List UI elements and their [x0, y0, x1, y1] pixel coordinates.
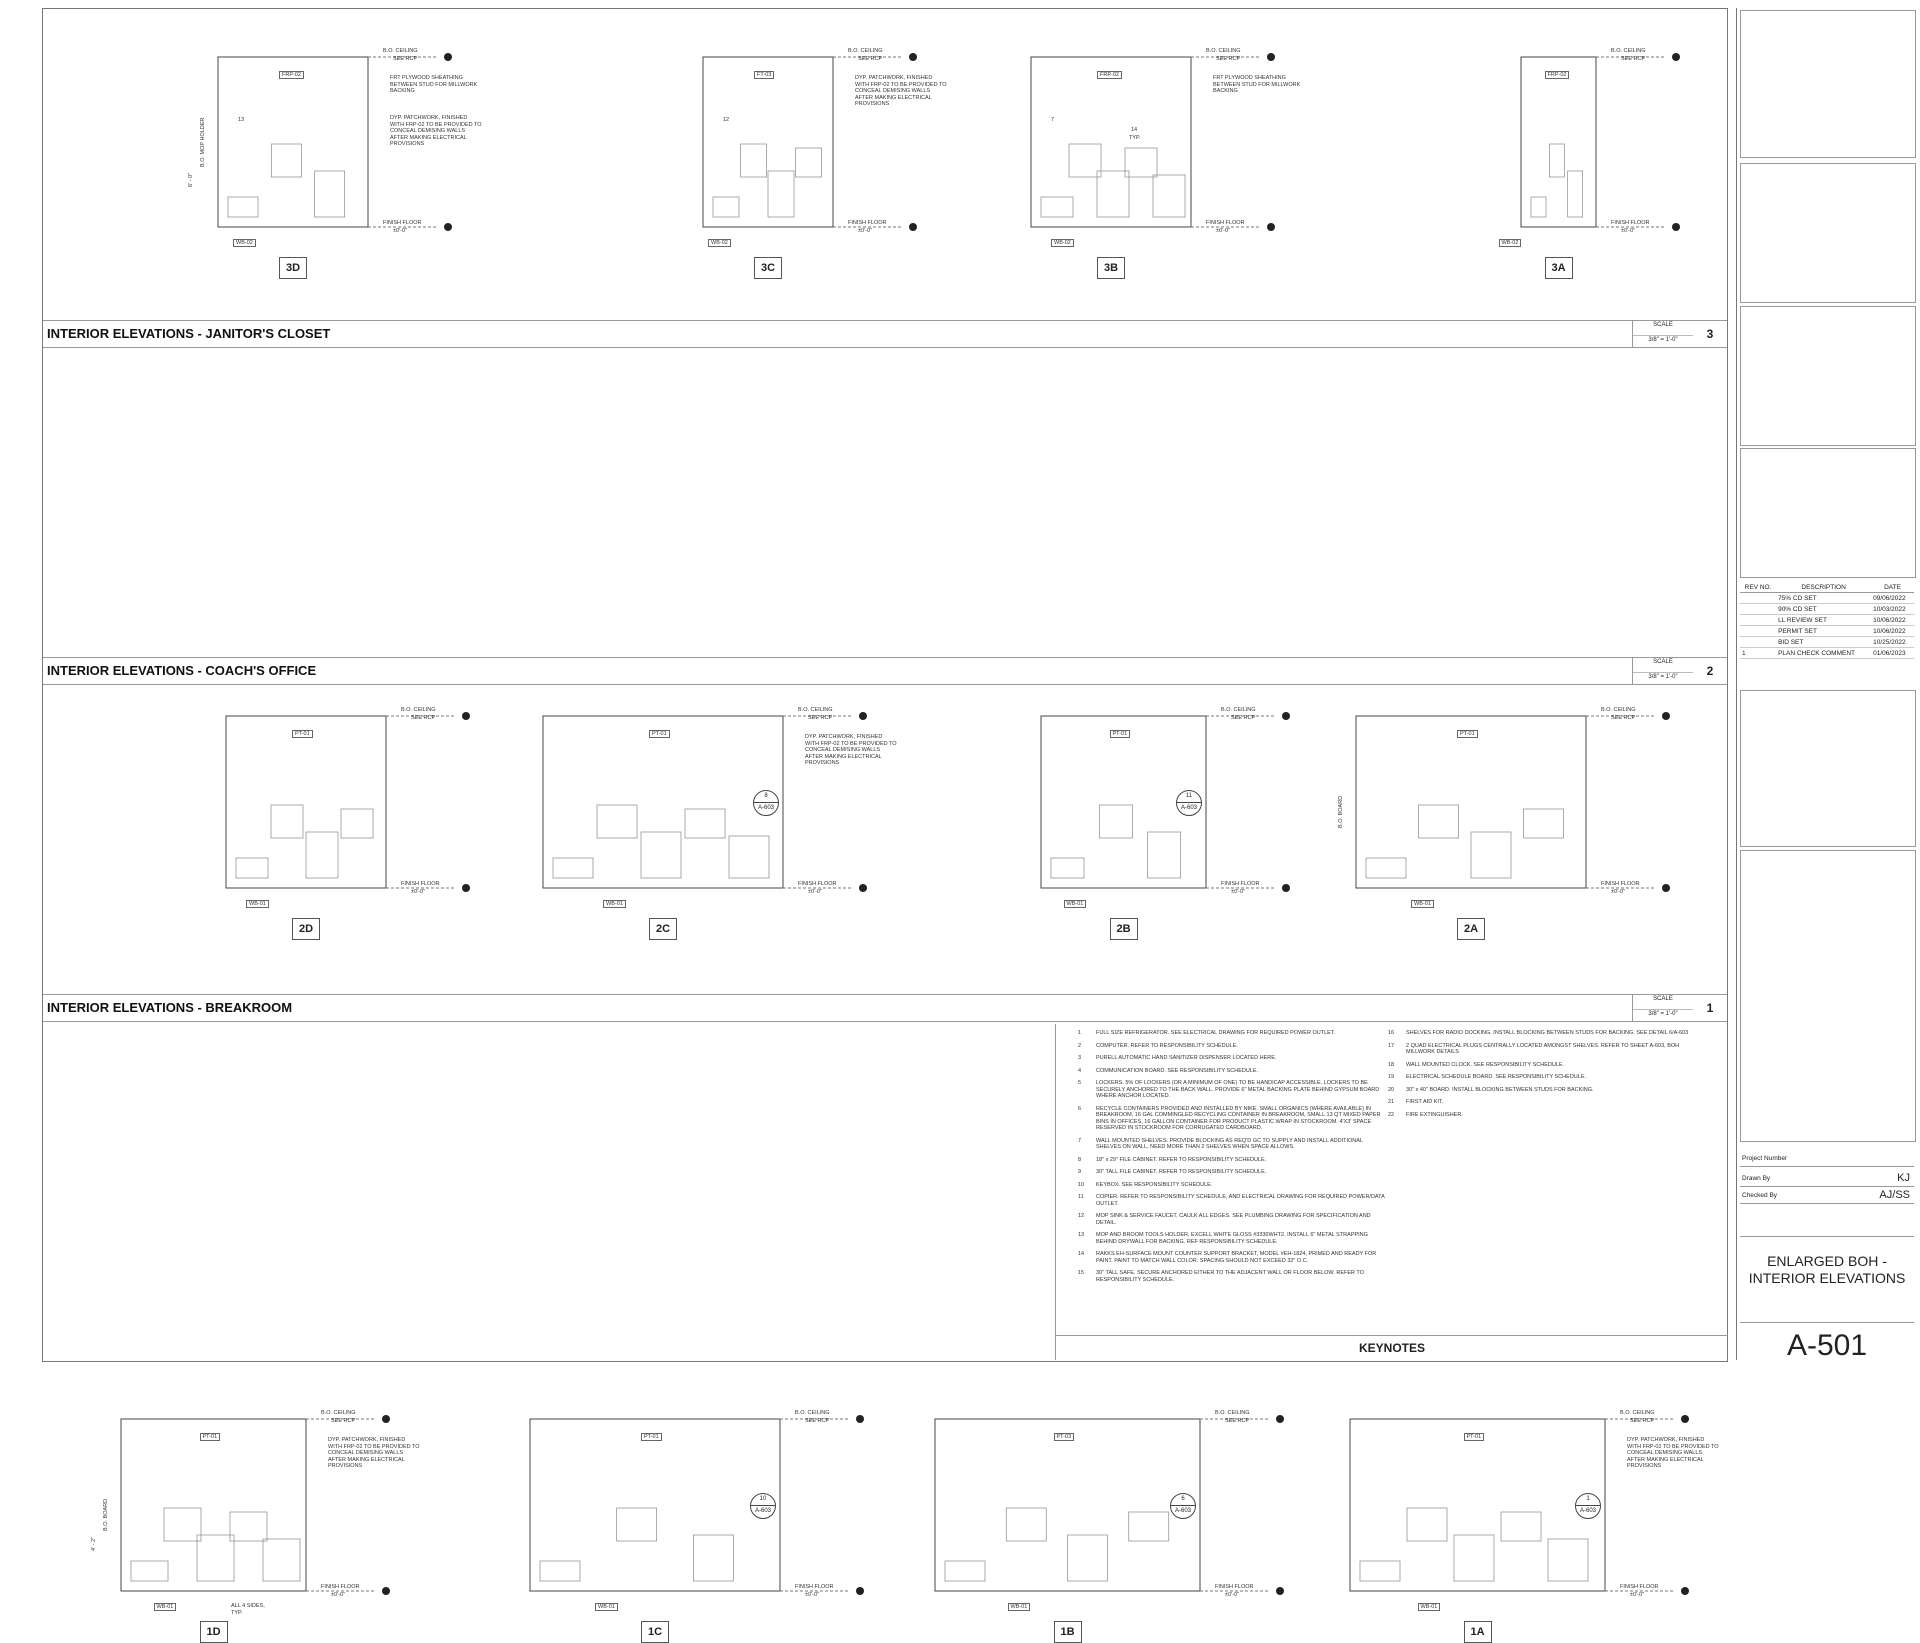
rev-number: 1 [1740, 648, 1776, 659]
finish-tag: PT-01 [641, 1433, 662, 1441]
millwork-items [540, 1508, 733, 1581]
finish-floor-label: FINISH FLOOR [321, 1584, 360, 1590]
title-block-box [1740, 10, 1916, 158]
millwork-block [230, 1512, 267, 1541]
revision-row [1740, 615, 1914, 626]
ceiling-label: B.O. CEILING [401, 707, 436, 713]
keynote-number: 14 [1078, 1251, 1085, 1257]
detail-sheet: A-603 [751, 1505, 775, 1517]
detail-sheet: A-603 [1177, 802, 1201, 814]
keynote-item [1388, 1062, 1708, 1069]
row-title: INTERIOR ELEVATIONS - COACH'S OFFICE [47, 663, 317, 678]
typical-label: TYP. [1129, 135, 1141, 141]
keynote-text: MOP SINK & SERVICE FAUCET. CAULK ALL EDGES. SEE PLUMBING DRAWING FOR SPECIFICATION AND DETAIL. [1096, 1213, 1371, 1226]
title-block-box [1740, 448, 1916, 578]
annotation-note: FRT PLYWOOD SHEATHING BETWEEN STUD FOR MILLWORK BACKING [390, 75, 478, 94]
keynote-text: FULL SIZE REFRIGERATOR. SEE ELECTRICAL DRAWING FOR REQUIRED POWER OUTLET. [1096, 1030, 1336, 1036]
finish-tag: PT-01 [200, 1433, 221, 1441]
revision-row [1740, 648, 1914, 659]
rev-description: 75% CD SET [1776, 593, 1871, 604]
keynote-item [1078, 1080, 1388, 1100]
ceiling-level-symbol [1681, 1415, 1689, 1423]
floor-elevation-label: ±0'-0" [331, 1592, 345, 1598]
row-number: 1 [1706, 1001, 1714, 1015]
title-block-box [1740, 163, 1916, 303]
drawn-by-row [1740, 1171, 1914, 1187]
elevation-tag[interactable]: 3A [1545, 257, 1573, 279]
finish-floor-label: FINISH FLOOR [795, 1584, 834, 1590]
floor-elevation-label: ±0'-0" [805, 1592, 819, 1598]
row-title: INTERIOR ELEVATIONS - BREAKROOM [47, 1000, 293, 1015]
base-tag: WB-01 [595, 1603, 618, 1611]
row-number: 3 [1706, 327, 1714, 341]
keynote-number: 6 [1078, 1105, 1082, 1112]
scale-value: 3/8" = 1'-0" [1633, 1009, 1693, 1017]
keynote-number: 13 [1078, 1232, 1085, 1238]
rev-date: 10/06/2022 [1871, 626, 1914, 637]
detail-number: 8 [764, 793, 768, 799]
millwork-block [164, 1508, 201, 1541]
keynote-item [1388, 1074, 1708, 1081]
keynote-number: 8 [1078, 1156, 1082, 1163]
keynote-item [1078, 1138, 1388, 1151]
sides-note: ALL 4 SIDES, TYP. [231, 1603, 265, 1616]
ceiling-label: B.O. CEILING [1221, 707, 1256, 713]
scale-label: SCALE [1653, 659, 1673, 665]
keynote-number: 9 [1078, 1169, 1082, 1175]
dimension-label: B.O. BOARD [103, 1498, 109, 1531]
detail-sheet: A-603 [1576, 1505, 1600, 1517]
title-block-box [1740, 306, 1916, 446]
scale-value: 3/8" = 1'-0" [1633, 672, 1693, 680]
sheet-number: A-501 [1740, 1322, 1914, 1369]
keynote-item [1388, 1043, 1708, 1056]
keynote-number: 20 [1388, 1086, 1395, 1093]
base-tag: WB-01 [1008, 1603, 1031, 1611]
millwork-items [945, 1508, 1169, 1581]
rev-date: 09/06/2022 [1871, 593, 1914, 604]
drawing-sheet [42, 8, 1728, 1638]
dimension-value: 4' - 2" [91, 1536, 97, 1551]
rev-date: 10/25/2022 [1871, 637, 1914, 648]
floor-elevation-label: ±0'-0" [1216, 228, 1230, 234]
millwork-block [197, 1535, 234, 1581]
annotation-note: DYP. PATCHWORK, FINISHED WITH FRP-02 TO BE PROVIDED TO CONCEAL DEMISING WALLS AFTER MAKING ELECTRICAL PROVISIONS [855, 75, 947, 107]
finish-floor-label: FINISH FLOOR [1620, 1584, 1659, 1590]
keynote-item [1078, 1169, 1388, 1176]
millwork-items [131, 1508, 300, 1581]
keynotes-title: KEYNOTES [1056, 1335, 1728, 1360]
detail-callout[interactable] [750, 1493, 776, 1519]
elevation-tag[interactable]: 3B [1097, 257, 1125, 279]
row-title: INTERIOR ELEVATIONS - JANITOR'S CLOSET [47, 326, 331, 341]
finish-tag: PT-01 [1110, 730, 1131, 738]
elevation-drawing [43, 683, 1727, 994]
revision-row [1740, 604, 1914, 615]
keynote-item [1078, 1194, 1388, 1207]
elevation-tag[interactable]: 1C [641, 1621, 669, 1643]
floor-level-symbol [382, 1587, 390, 1595]
millwork-block [1501, 1512, 1541, 1541]
keynotes-right-column [1388, 1030, 1708, 1124]
base-tag: WB-02 [1051, 239, 1074, 247]
ceiling-level-symbol [1276, 1415, 1284, 1423]
row-title-band [43, 657, 1727, 685]
keynote-text: PURELL AUTOMATIC HAND SANITIZER DISPENSER LOCATED HERE. [1096, 1055, 1277, 1061]
see-rcp-label: SEE RCP [808, 715, 833, 721]
title-block [1736, 8, 1917, 1360]
revision-row [1740, 637, 1914, 648]
keynote-number: 11 [1078, 1194, 1084, 1200]
scale-label: SCALE [1653, 996, 1673, 1002]
keynote-item [1078, 1055, 1388, 1062]
elevation-drawing [43, 9, 1727, 320]
see-rcp-label: SEE RCP [1621, 56, 1646, 62]
detail-number: 11 [1185, 793, 1193, 799]
scale-box [1632, 658, 1693, 684]
keynote-text: LOCKERS. 5% OF LOCKERS (OR A MINIMUM OF ONE) TO BE HANDICAP ACCESSIBLE. LOCKERS TO BE SECURELY ANCHORED TO THE BACK WALL. PROVIDE 6" METAL BACKING PLATE BEHIND GYPSUM BOARD WHERE ANCHOR LOCATED. [1096, 1080, 1380, 1099]
revision-row [1740, 593, 1914, 604]
rev-number [1740, 604, 1776, 615]
keynote-text: SHELVES FOR RADIO DOCKING. INSTALL BLOCKING BETWEEN STUDS FOR BACKING. SEE DETAIL 6/A-603 [1406, 1030, 1689, 1036]
elevation-tag[interactable]: 2D [292, 918, 320, 940]
title-block-box [1740, 690, 1916, 847]
keynote-text: COPIER. REFER TO RESPONSIBILITY SCHEDULE, AND ELECTRICAL DRAWING FOR REQUIRED POWER/DATA OUTLET. [1096, 1194, 1385, 1207]
keynote-item [1078, 1182, 1388, 1189]
keynote-item [1078, 1213, 1388, 1226]
floor-level-symbol [1681, 1587, 1689, 1595]
keynote-number: 19 [1388, 1074, 1395, 1080]
keynote-text: 30" x 40" BOARD. INSTALL BLOCKING BETWEEN STUDS FOR BACKING. [1406, 1086, 1594, 1093]
keynote-item [1078, 1251, 1388, 1264]
rev-number [1740, 593, 1776, 604]
keynote-item [1078, 1030, 1388, 1037]
base-tag: WB-01 [603, 900, 626, 908]
floor-level-symbol [1672, 223, 1680, 231]
floor-elevation-label: ±0'-0" [393, 228, 407, 234]
ceiling-label: B.O. CEILING [1611, 48, 1646, 54]
keynote-item [1078, 1106, 1388, 1132]
ceiling-label: B.O. CEILING [1601, 707, 1636, 713]
millwork-block [693, 1535, 733, 1581]
see-rcp-label: SEE RCP [805, 1418, 830, 1424]
elevation-tag[interactable]: 2B [1110, 918, 1138, 940]
millwork-items [1531, 144, 1583, 217]
keynote-item [1388, 1030, 1708, 1037]
keynote-number: 2 [1078, 1042, 1082, 1049]
finish-tag: FRP-02 [279, 71, 304, 79]
keynote-item [1078, 1270, 1388, 1283]
detail-sheet: A-603 [1171, 1505, 1195, 1517]
scale-box [1632, 321, 1693, 347]
millwork-block [1006, 1508, 1046, 1541]
keynote-text: WALL MOUNTED CLOCK. SEE RESPONSIBILITY SCHEDULE. [1406, 1061, 1565, 1068]
base-tag: WB-02 [1499, 239, 1522, 247]
floor-elevation-label: ±0'-0" [858, 228, 872, 234]
keynote-number: 3 [1078, 1055, 1082, 1061]
rev-date: 10/03/2022 [1871, 604, 1914, 615]
keynote-number: 21 [1388, 1099, 1395, 1105]
elevation-tag[interactable]: 3C [754, 257, 782, 279]
elevation-wall-outline [121, 1419, 306, 1591]
millwork-block [945, 1561, 985, 1581]
checked-by-row [1740, 1188, 1914, 1204]
scale-box [1632, 995, 1693, 1021]
finish-tag: PT-01 [292, 730, 313, 738]
project-number-label: Project Number [1742, 1155, 1788, 1162]
see-rcp-label: SEE RCP [858, 56, 883, 62]
ceiling-label: B.O. CEILING [795, 1410, 830, 1416]
millwork-block [1548, 1539, 1588, 1581]
ceiling-label: B.O. CEILING [798, 707, 833, 713]
rev-description: 90% CD SET [1776, 604, 1871, 615]
keynote-number: 10 [1078, 1181, 1085, 1188]
base-tag: WB-01 [1064, 900, 1087, 908]
keynotes-left-column [1078, 1030, 1388, 1289]
floor-elevation-label: ±0'-0" [1231, 889, 1245, 895]
millwork-block [1454, 1535, 1494, 1581]
keynotes-panel [1055, 1024, 1728, 1360]
revision-row [1740, 626, 1914, 637]
ceiling-level-symbol [856, 1415, 864, 1423]
ceiling-label: B.O. CEILING [1215, 1410, 1250, 1416]
annotation-note: DYP. PATCHWORK, FINISHED WITH FRP-02 TO BE PROVIDED TO CONCEAL DEMISING WALLS AFTER MAKING ELECTRICAL PROVISIONS [328, 1437, 420, 1469]
keynote-text: FIRE EXTINGUISHER. [1406, 1111, 1463, 1118]
keynote-number: 1 [1078, 1030, 1082, 1036]
floor-elevation-label: ±0'-0" [808, 889, 822, 895]
elevation-drawing [43, 346, 1727, 657]
revision-table [1740, 582, 1914, 659]
keynote-number: 12 [1078, 1213, 1085, 1219]
finish-floor-label: FINISH FLOOR [1601, 881, 1640, 887]
detail-sheet: A-603 [754, 802, 778, 814]
rev-number [1740, 615, 1776, 626]
see-rcp-label: SEE RCP [1611, 715, 1636, 721]
ceiling-level-symbol [1672, 53, 1680, 61]
finish-floor-label: FINISH FLOOR [1221, 881, 1260, 887]
elevation-tag[interactable]: 3D [279, 257, 307, 279]
see-rcp-label: SEE RCP [411, 715, 436, 721]
keynote-text: ELECTRICAL SCHEDULE BOARD. SEE RESPONSIBILITY SCHEDULE. [1406, 1074, 1587, 1080]
finish-floor-label: FINISH FLOOR [848, 220, 887, 226]
ceiling-label: B.O. CEILING [383, 48, 418, 54]
keynote-number: 16 [1388, 1030, 1395, 1036]
sheet-title: ENLARGED BOH - INTERIOR ELEVATIONS [1740, 1236, 1914, 1322]
see-rcp-label: SEE RCP [1225, 1418, 1250, 1424]
elevation-row-janitors-closet [43, 9, 1727, 320]
keynote-text: 2 QUAD ELECTRICAL PLUGS CENTRALLY LOCATED AMONGST SHELVES. REFER TO SHEET A-603, BOH MILLWORK DETAILS [1406, 1042, 1680, 1055]
rev-number [1740, 626, 1776, 637]
finish-tag: PT-01 [649, 730, 670, 738]
keynote-number: 17 [1388, 1042, 1395, 1049]
base-tag: WB-01 [154, 1603, 177, 1611]
keynote-text: RECYCLE CONTAINERS PROVIDED AND INSTALLED BY NIKE. SMALL ORGANICS (WHERE AVAILABLE) IN BREAKROOM, 16 GAL COMMINGLED RECYCLING CONTAINER IN BREAKROOM, SMALL 13 QT MIXED PAPER BINS IN OFFICES, 16 GALLON CONTAINER FOR PRODUCT PLASTIC WRAP IN STOCKROOM. 4'X3' SPACE RESERVED IN STOCKROOM FOR CORRUGATED CARDBOARD. [1096, 1105, 1381, 1131]
rev-number [1740, 637, 1776, 648]
rev-header-date: DATE [1871, 582, 1914, 593]
floor-elevation-label: ±0'-0" [1630, 1592, 1644, 1598]
floor-elevation-label: ±0'-0" [411, 889, 425, 895]
rev-date: 10/06/2022 [1871, 615, 1914, 626]
keynote-text: RAKKS EH-SURFACE MOUNT COUNTER SUPPORT BRACKET, MODEL #EH-1824, PRIMED AND READY FOR PAINT. PAINT TO MATCH WALL COLOR. SPACING SHOULD NOT EXCEED 32" O.C. [1096, 1251, 1377, 1264]
base-tag: WB-02 [233, 239, 256, 247]
elevation-tag[interactable]: 1B [1054, 1621, 1082, 1643]
detail-callout[interactable] [1170, 1493, 1196, 1519]
keynote-item [1388, 1099, 1708, 1106]
base-tag: WB-01 [1418, 1603, 1441, 1611]
elevation-wall-outline [1350, 1419, 1605, 1591]
floor-level-symbol [856, 1587, 864, 1595]
checked-by-label: Checked By [1742, 1192, 1778, 1199]
see-rcp-label: SEE RCP [1630, 1418, 1655, 1424]
scale-label: SCALE [1653, 322, 1673, 328]
elevation-tag[interactable]: 1A [1464, 1621, 1492, 1643]
base-tag: WB-02 [708, 239, 731, 247]
see-rcp-label: SEE RCP [393, 56, 418, 62]
detail-callout[interactable] [1575, 1493, 1601, 1519]
rev-description: LL REVIEW SET [1776, 615, 1871, 626]
base-tag: WB-01 [1411, 900, 1434, 908]
finish-floor-label: FINISH FLOOR [383, 220, 422, 226]
keynote-text: 30" TALL FILE CABINET. REFER TO RESPONSIBILITY SCHEDULE. [1096, 1169, 1267, 1175]
scale-value: 3/8" = 1'-0" [1633, 335, 1693, 343]
elevation-wall-outline [1521, 57, 1596, 227]
keynote-text: 18" x 29" FILE CABINET. REFER TO RESPONSIBILITY SCHEDULE. [1096, 1156, 1267, 1163]
annotation-note: FRT PLYWOOD SHEATHING BETWEEN STUD FOR MILLWORK BACKING [1213, 75, 1301, 94]
see-rcp-label: SEE RCP [1231, 715, 1256, 721]
millwork-items [1360, 1508, 1588, 1581]
annotation-note: DYP. PATCHWORK, FINISHED WITH FRP-02 TO BE PROVIDED TO CONCEAL DEMISING WALLS AFTER MAKING ELECTRICAL PROVISIONS [1627, 1437, 1719, 1469]
keynote-text: COMPUTER. REFER TO RESPONSIBILITY SCHEDULE. [1096, 1042, 1238, 1049]
finish-tag: PT-03 [1054, 1433, 1075, 1441]
finish-tag: FT-03 [754, 71, 774, 79]
keynote-item [1078, 1043, 1388, 1050]
millwork-block [617, 1508, 657, 1541]
keynote-text: KEYBOX. SEE RESPONSIBILITY SCHEDULE. [1096, 1181, 1213, 1188]
detail-number: 6 [1181, 1496, 1185, 1502]
millwork-block [131, 1561, 168, 1581]
floor-elevation-label: ±0'-0" [1225, 1592, 1239, 1598]
finish-floor-label: FINISH FLOOR [1215, 1584, 1254, 1590]
row-title-band [43, 994, 1727, 1022]
keynote-text: WALL MOUNTED SHELVES. PROVIDE BLOCKING AS REQ'D GC TO SUPPLY AND INSTALL ADDITIONAL SHELVES ON WALL, NEED MORE THAN 2 SHELVES WHEN SPACE ALLOWS. [1096, 1137, 1363, 1150]
drawn-by-value: KJ [1897, 1172, 1910, 1184]
keynote-callout: 7 [1051, 117, 1055, 123]
floor-level-symbol [1276, 1587, 1284, 1595]
annotation-note: DYP. PATCHWORK, FINISHED WITH FRP-02 TO BE PROVIDED TO CONCEAL DEMISING WALLS AFTER MAKING ELECTRICAL PROVISIONS [390, 115, 482, 147]
ceiling-label: B.O. CEILING [848, 48, 883, 54]
keynote-item [1078, 1068, 1388, 1075]
finish-tag: PT-01 [1457, 730, 1478, 738]
keynote-item [1388, 1112, 1708, 1119]
millwork-block [1531, 197, 1546, 217]
checked-by-value: AJ/SS [1879, 1189, 1910, 1201]
floor-elevation-label: ±0'-0" [1611, 889, 1625, 895]
millwork-block [1407, 1508, 1447, 1541]
keynote-number: 7 [1078, 1137, 1082, 1144]
keynote-number: 4 [1078, 1067, 1082, 1074]
millwork-block [1568, 171, 1583, 217]
millwork-block [263, 1539, 300, 1581]
dimension-value: 6' - 0" [188, 172, 194, 187]
keynote-number: 18 [1388, 1061, 1395, 1068]
see-rcp-label: SEE RCP [331, 1418, 356, 1424]
keynote-text: COMMUNICATION BOARD. SEE RESPONSIBILITY SCHEDULE. [1096, 1067, 1259, 1074]
finish-floor-label: FINISH FLOOR [1611, 220, 1650, 226]
finish-floor-label: FINISH FLOOR [1206, 220, 1245, 226]
ceiling-label: B.O. CEILING [1206, 48, 1241, 54]
drawn-by-label: Drawn By [1742, 1175, 1771, 1182]
rev-description: BID SET [1776, 637, 1871, 648]
finish-tag: FRP-02 [1097, 71, 1122, 79]
base-tag: WB-01 [246, 900, 269, 908]
finish-tag: FRP-02 [1545, 71, 1570, 79]
millwork-block [1549, 144, 1564, 177]
millwork-block [1360, 1561, 1400, 1581]
keynote-callout: 12 [723, 117, 730, 123]
elevation-tag[interactable]: 2A [1457, 918, 1485, 940]
ceiling-level-symbol [382, 1415, 390, 1423]
keynote-number: 5 [1078, 1080, 1082, 1086]
finish-floor-label: FINISH FLOOR [798, 881, 837, 887]
keynote-item [1078, 1232, 1388, 1245]
elevation-tag[interactable]: 2C [649, 918, 677, 940]
detail-number: 10 [759, 1496, 767, 1502]
see-rcp-label: SEE RCP [1216, 56, 1241, 62]
floor-elevation-label: ±0'-0" [1621, 228, 1635, 234]
keynote-item [1388, 1087, 1708, 1094]
ceiling-label: B.O. CEILING [1620, 1410, 1655, 1416]
keynote-number: 22 [1388, 1111, 1395, 1118]
row-title-band [43, 320, 1727, 348]
rev-header-no: REV NO. [1740, 582, 1776, 593]
elevation-tag[interactable]: 1D [200, 1621, 228, 1643]
finish-tag: PT-01 [1464, 1433, 1485, 1441]
title-block-box [1740, 850, 1916, 1142]
ceiling-label: B.O. CEILING [321, 1410, 356, 1416]
dimension-label: B.O. BOARD [1338, 795, 1344, 828]
keynote-number: 15 [1078, 1270, 1085, 1276]
rev-description: PERMIT SET [1776, 626, 1871, 637]
keynote-callout: 13 [238, 117, 245, 123]
millwork-block [1068, 1535, 1108, 1581]
keynote-text: MOP AND BROOM TOOLS HOLDER, EXCELL WHITE GLOSS #3336WHT2. INSTALL 6" METAL STRAPPING BEHIND DRYWALL FOR BACKING. REF RESPONSIBILITY SCHEDULE. [1096, 1232, 1368, 1245]
rev-date: 01/06/2023 [1871, 648, 1914, 659]
project-number-row [1740, 1151, 1914, 1167]
row-number: 2 [1706, 664, 1714, 678]
dimension-label: B.O. MOP HOLDER [200, 117, 206, 167]
rev-header-desc: DESCRIPTION [1776, 582, 1871, 593]
detail-number: 1 [1586, 1496, 1590, 1502]
elevation-wall-outline [530, 1419, 780, 1591]
millwork-block [540, 1561, 580, 1581]
keynote-text: FIRST AID KIT. [1406, 1099, 1444, 1105]
keynote-text: 30" TALL SAFE. SECURE ANCHORED EITHER TO THE ADJACENT WALL OR FLOOR BELOW. REFER TO RESPONSIBILITY SCHEDULE. [1096, 1270, 1364, 1283]
rev-description: PLAN CHECK COMMENT [1776, 648, 1871, 659]
millwork-block [1129, 1512, 1169, 1541]
finish-floor-label: FINISH FLOOR [401, 881, 440, 887]
annotation-note: DYP. PATCHWORK, FINISHED WITH FRP-02 TO BE PROVIDED TO CONCEAL DEMISING WALLS AFTER MAKING ELECTRICAL PROVISIONS [805, 734, 897, 766]
keynote-item [1078, 1157, 1388, 1164]
keynote-callout: 14 [1131, 127, 1138, 133]
